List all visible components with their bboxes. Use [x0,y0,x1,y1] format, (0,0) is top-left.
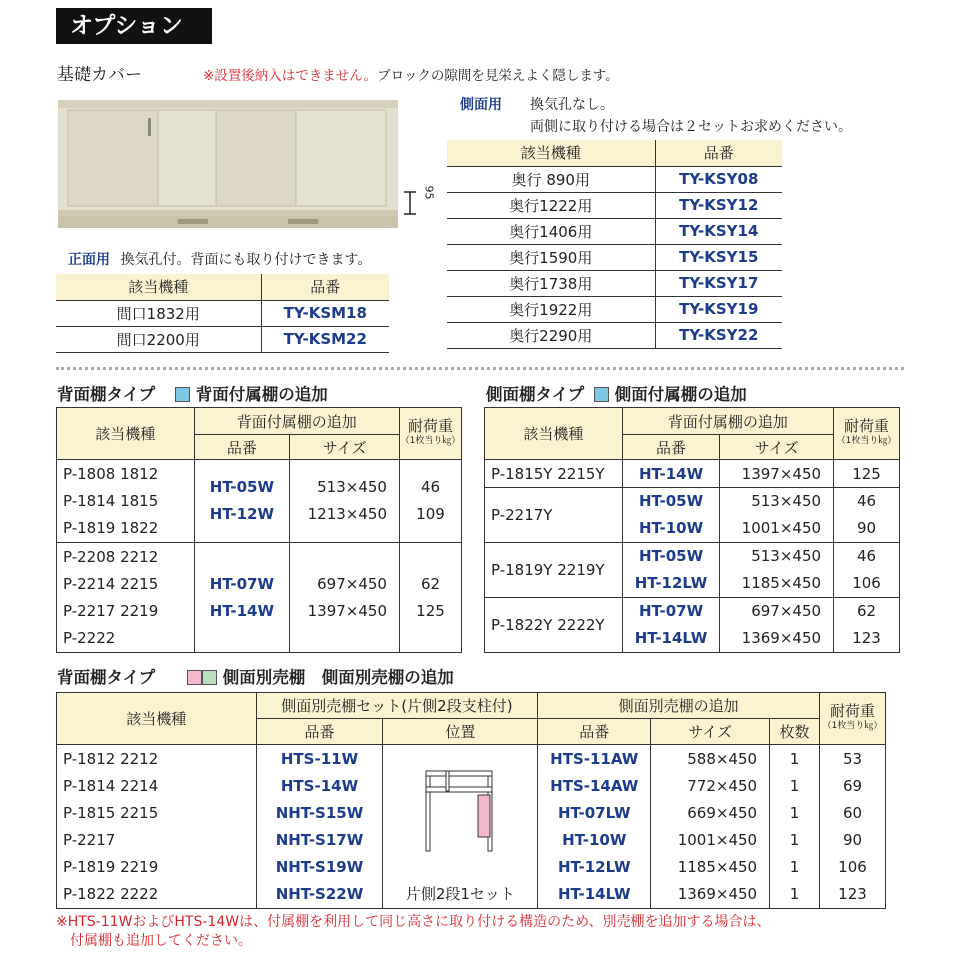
sold-set-part: NHT-S15W [275,803,364,822]
side-part: TY-KSY22 [655,322,782,348]
sold-set-parts-cell [256,745,383,909]
side-size: 513×450 [751,547,822,565]
back-model: P-2208 2212 [63,547,159,566]
side-shelf-subtitle: 側面付属棚の追加 [614,385,747,404]
side-load: 106 [852,574,881,592]
front-header-model: 該当機種 [56,274,261,300]
back-model: P-1814 1815 [63,491,159,510]
sold-part: HTS-11AW [550,749,639,768]
side-h-part: 品番 [622,435,720,460]
side-model: P-1815Y 2215Y [485,460,623,488]
side-load: 90 [856,519,877,537]
side-model: 奥行1222用 [447,192,655,218]
sold-size: 1369×450 [677,884,758,903]
sold-size: 1001×450 [677,830,758,849]
side-part: TY-KSY12 [655,192,782,218]
sold-part: HT-12LW [557,857,631,876]
sold-model: P-1822 2222 [63,884,159,903]
kiso-label: 基礎カバー [57,65,142,85]
side-part: HT-05W [638,492,704,510]
side-part: TY-KSY17 [655,270,782,296]
shelf-position-diagram [420,767,500,877]
side-model: 奥行2290用 [447,322,655,348]
side-part: TY-KSY19 [655,296,782,322]
front-use-label: 正面用 [68,252,110,268]
side-h-group: 背面付属棚の追加 [622,408,833,435]
side-shelf-table [484,407,900,653]
side-size: 1185×450 [741,574,822,592]
side-loads-cell [834,543,900,598]
side-sold-title [57,664,454,688]
side-load: 123 [852,629,881,647]
back-part: HT-14W [209,601,274,620]
back-h-size: サイズ [290,435,400,460]
back-size: 1213×450 [307,505,387,523]
sold-size: 1185×450 [677,857,758,876]
sold-model: P-2217 [63,830,116,849]
sold-count: 1 [789,857,800,876]
side-parts-cell [622,488,720,543]
sold-model: P-1819 2219 [63,857,159,876]
back-load: 125 [416,601,445,620]
back-part: HT-05W [209,478,274,496]
back-shelf-title [57,381,328,405]
sold-parts-cell [538,745,651,909]
back-part: HT-12W [209,505,274,523]
sold-count: 1 [789,803,800,822]
back-loads-cell [399,543,461,653]
section-divider [56,367,904,370]
sold-count: 1 [789,830,800,849]
side-header-model: 該当機種 [447,140,655,166]
sold-part: HT-10W [562,830,627,849]
back-part: HT-07W [209,574,274,593]
sold-h-part: 品番 [538,719,651,745]
shed-foundation-image [58,100,428,245]
side-shelf-title-text: 側面棚タイプ [486,385,585,404]
side-loads-cell [834,598,900,653]
front-part: TY-KSM18 [261,300,389,326]
side-load: 46 [856,547,877,565]
sold-count: 1 [789,776,800,795]
side-part: TY-KSY14 [655,218,782,244]
swatch-blue-icon [594,387,609,402]
back-model: P-2222 [63,628,116,647]
sold-h-load [819,693,885,745]
back-h-load-sub: （1枚当り㎏） [400,435,461,446]
side-size: 1397×450 [720,460,834,488]
swatch-green-icon [202,670,217,685]
back-h-load [399,408,461,460]
front-model: 間口1832用 [56,300,261,326]
side-model: 奥行1406用 [447,218,655,244]
swatch-blue-icon [175,387,190,402]
kiso-warning: ※設置後納入はできません。 [203,68,378,84]
back-size: 697×450 [317,574,387,593]
sold-part: HT-07LW [557,803,631,822]
back-h-group: 背面付属棚の追加 [194,408,399,435]
sold-model: P-1815 2215 [63,803,159,822]
side-part: HT-14LW [634,629,708,647]
sold-load: 60 [842,803,863,822]
kiso-dim-label: 95 [422,185,436,200]
side-model: P-1822Y 2222Y [485,598,623,653]
front-part: TY-KSM22 [261,326,389,352]
footnote-line2: 付属棚も追加してください。 [70,933,252,949]
side-size: 513×450 [751,492,822,510]
side-h-load-label: 耐荷重 [844,416,890,435]
back-model: P-2214 2215 [63,574,159,593]
side-model: P-2217Y [485,488,623,543]
side-part: HT-05W [638,547,704,565]
section-title: オプション [56,8,212,44]
sold-load: 106 [838,857,867,876]
side-use-desc1: 換気孔なし。 [530,97,614,113]
sold-h-add: 側面別売棚の追加 [538,693,820,719]
back-sizes-cell [290,460,400,543]
side-part: HT-14W [622,460,720,488]
back-parts-cell [194,543,290,653]
back-loads-cell [399,460,461,543]
side-use-desc2: 両側に取り付ける場合は２セットお求めください。 [530,119,852,135]
front-header-part: 品番 [261,274,389,300]
side-parts-cell [622,543,720,598]
back-models-cell [57,460,195,543]
sold-h-model: 該当機種 [57,693,257,745]
back-load: 46 [420,478,441,496]
swatch-pink-icon [187,670,202,685]
side-cover-table [447,140,782,349]
side-sizes-cell [720,598,834,653]
sold-sizes-cell [651,745,770,909]
sold-counts-cell [770,745,820,909]
back-model: P-1808 1812 [63,464,159,483]
back-size: 1397×450 [307,601,387,620]
back-model: P-2217 2219 [63,601,159,620]
back-h-load-label: 耐荷重 [407,416,453,435]
side-model: 奥行1738用 [447,270,655,296]
side-size: 697×450 [751,602,822,620]
sold-size: 588×450 [687,749,758,768]
sold-set-part: HTS-11W [280,749,359,768]
sold-h-pos: 位置 [383,719,538,745]
back-h-part: 品番 [194,435,290,460]
sold-h-count: 枚数 [770,719,820,745]
front-cover-table [56,274,389,353]
sold-h-load-label: 耐荷重 [829,701,875,720]
sold-part: HTS-14AW [550,776,639,795]
side-part: TY-KSY15 [655,244,782,270]
side-sold-title-text: 背面棚タイプ [57,668,156,687]
side-sizes-cell [720,488,834,543]
back-model: P-1819 1822 [63,518,159,537]
sold-count: 1 [789,884,800,903]
front-model: 間口2200用 [56,326,261,352]
side-part: HT-07W [638,602,704,620]
front-use-desc: 換気孔付。背面にも取り付けできます。 [120,252,372,268]
side-parts-cell [622,598,720,653]
sold-pos-label: 片側2段1セット [405,885,515,903]
sold-size: 772×450 [687,776,758,795]
sold-model: P-1814 2214 [63,776,159,795]
side-sold-subtitle: 側面別売棚 側面別売棚の追加 [222,668,454,687]
sold-set-part: HTS-14W [280,776,359,795]
sold-h-set-part: 品番 [256,719,383,745]
sold-h-load-sub: （1枚当り㎏） [822,720,883,731]
side-size: 1369×450 [741,629,822,647]
sold-pos-cell [383,745,538,909]
side-load: 125 [834,460,900,488]
front-use-caption [68,249,371,269]
side-sizes-cell [720,543,834,598]
side-h-load-sub: （1枚当り㎏） [836,435,897,446]
back-load: 109 [416,505,445,523]
side-h-size: サイズ [720,435,834,460]
back-size: 513×450 [317,478,387,496]
side-model: 奥行1922用 [447,296,655,322]
sold-set-part: NHT-S19W [275,857,364,876]
side-header-part: 品番 [655,140,782,166]
side-part: HT-12LW [634,574,708,592]
sold-load: 53 [842,749,863,768]
side-sold-table [56,692,886,909]
sold-set-part: NHT-S17W [275,830,364,849]
sold-load: 69 [842,776,863,795]
sold-size: 669×450 [687,803,758,822]
side-part: HT-10W [638,519,704,537]
back-load: 62 [420,574,441,593]
side-h-load [834,408,900,460]
sold-h-size: サイズ [651,719,770,745]
sold-h-set: 側面別売棚セット(片側2段支柱付) [256,693,538,719]
footnote-line1: ※HTS-11WおよびHTS-14Wは、付属棚を利用して同じ高さに取り付ける構造のため、別売棚を追加する場合は、 [56,914,771,930]
back-sizes-cell [290,543,400,653]
back-shelf-table [56,407,462,653]
side-loads-cell [834,488,900,543]
sold-load: 123 [838,884,867,903]
sold-loads-cell [819,745,885,909]
side-shelf-title [486,381,747,405]
sold-set-part: NHT-S22W [275,884,364,903]
sold-count: 1 [789,749,800,768]
sold-load: 90 [842,830,863,849]
back-parts-cell [194,460,290,543]
sold-part: HT-14LW [557,884,631,903]
kiso-note-text: ブロックの隙間を見栄えよく隠します。 [377,68,619,84]
back-shelf-subtitle: 背面付属棚の追加 [195,385,328,404]
side-use-label: 側面用 [460,97,502,113]
side-h-model: 該当機種 [485,408,623,460]
kiso-note [203,64,619,84]
back-models-cell [57,543,195,653]
side-model: P-1819Y 2219Y [485,543,623,598]
side-size: 1001×450 [741,519,822,537]
side-load: 46 [856,492,877,510]
side-part: TY-KSY08 [655,166,782,192]
sold-model: P-1812 2212 [63,749,159,768]
side-model: 奥行1590用 [447,244,655,270]
sold-models-cell [57,745,257,909]
side-model: 奥行 890用 [447,166,655,192]
back-h-model: 該当機種 [57,408,195,460]
back-shelf-title-text: 背面棚タイプ [57,385,156,404]
side-load: 62 [856,602,877,620]
